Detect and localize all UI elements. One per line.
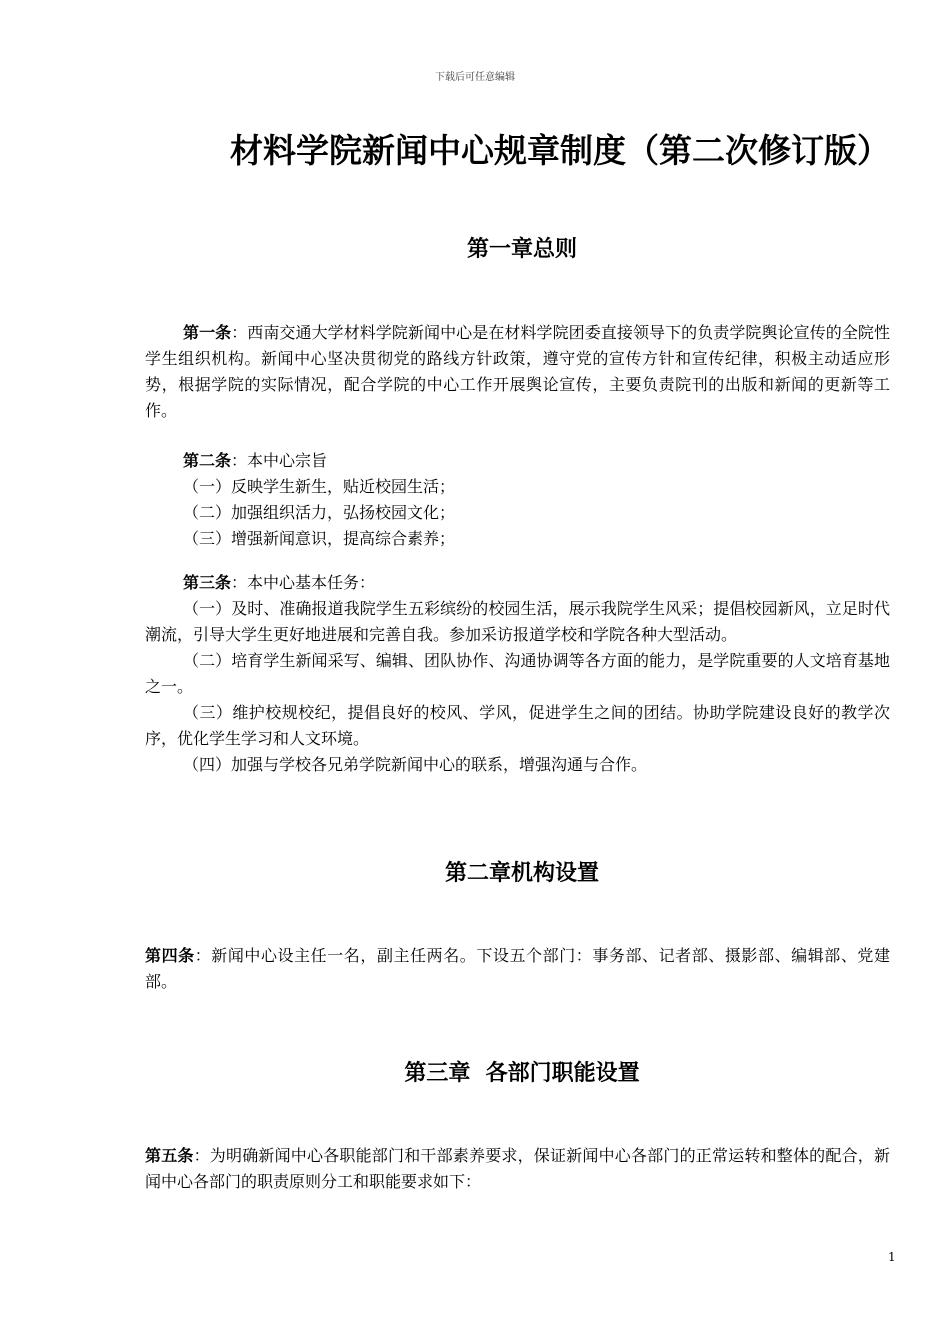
article-5-text: ：为明确新闻中心各职能部门和干部素养要求，保证新闻中心各部门的正常运转和整体的配合，新闻中心各部门的职责原则分工和职能要求如下： — [145, 1146, 890, 1191]
article-2 — [145, 448, 890, 552]
chapter-heading-3: 第三章 各部门职能设置 — [404, 1061, 640, 1086]
article-3-label: 第三条 — [183, 573, 232, 592]
list-item: （三）维护校规校纪，提倡良好的校风、学风，促进学生之间的团结。协助学院建设良好的教学次序，优化学生学习和人文环境。 — [145, 703, 890, 748]
chapter-heading-1: 第一章总则 — [466, 237, 577, 262]
article-4-label: 第四条 — [145, 946, 195, 965]
article-4-text: ：新闻中心设主任一名，副主任两名。下设五个部门：事务部、记者部、摄影部、编辑部、党建部。 — [145, 946, 890, 991]
list-item: （二）加强组织活力，弘扬校园文化； — [183, 503, 456, 522]
list-item: （三）增强新闻意识，提高综合素养； — [183, 529, 456, 548]
list-item: （二）培育学生新闻采写、编辑、团队协作、沟通协调等各方面的能力，是学院重要的人文培育基地之一。 — [145, 651, 890, 696]
article-5-label: 第五条 — [145, 1146, 194, 1165]
article-4 — [145, 943, 890, 995]
page-number: 1 — [888, 1250, 896, 1264]
article-1-label: 第一条 — [183, 323, 232, 342]
article-5 — [145, 1143, 890, 1195]
document-title: 材料学院新闻中心规章制度（第二次修订版） — [230, 131, 890, 170]
list-item: （四）加强与学校各兄弟学院新闻中心的联系，增强沟通与合作。 — [183, 755, 648, 774]
list-item: （一）反映学生新生，贴近校园生活； — [183, 477, 456, 496]
article-2-label: 第二条 — [183, 451, 232, 470]
article-2-text: ：本中心宗旨 — [231, 451, 328, 470]
article-1-text: ：西南交通大学材料学院新闻中心是在材料学院团委直接领导下的负责学院舆论宣传的全院性学生组织机构。新闻中心坚决贯彻党的路线方针政策，遵守党的宣传方针和宣传纪律，积极主动适应形势，根据学院的实际情况，配合学院的中心工作开展舆论宣传，主要负责院刊的出版和新闻的更新等工作。 — [145, 323, 890, 420]
list-item: （一）及时、准确报道我院学生五彩缤纷的校园生活，展示我院学生风采；提倡校园新风，立足时代潮流，引导大学生更好地进展和完善自我。参加采访报道学校和学院各种大型活动。 — [145, 599, 890, 644]
article-3-text: ：本中心基本任务： — [231, 573, 376, 592]
article-3 — [145, 570, 890, 778]
header-note: 下载后可任意编辑 — [435, 72, 515, 83]
article-1 — [145, 320, 890, 424]
article-3-heading — [145, 570, 890, 596]
chapter-heading-2: 第二章机构设置 — [444, 861, 599, 886]
article-2-heading — [145, 448, 890, 474]
